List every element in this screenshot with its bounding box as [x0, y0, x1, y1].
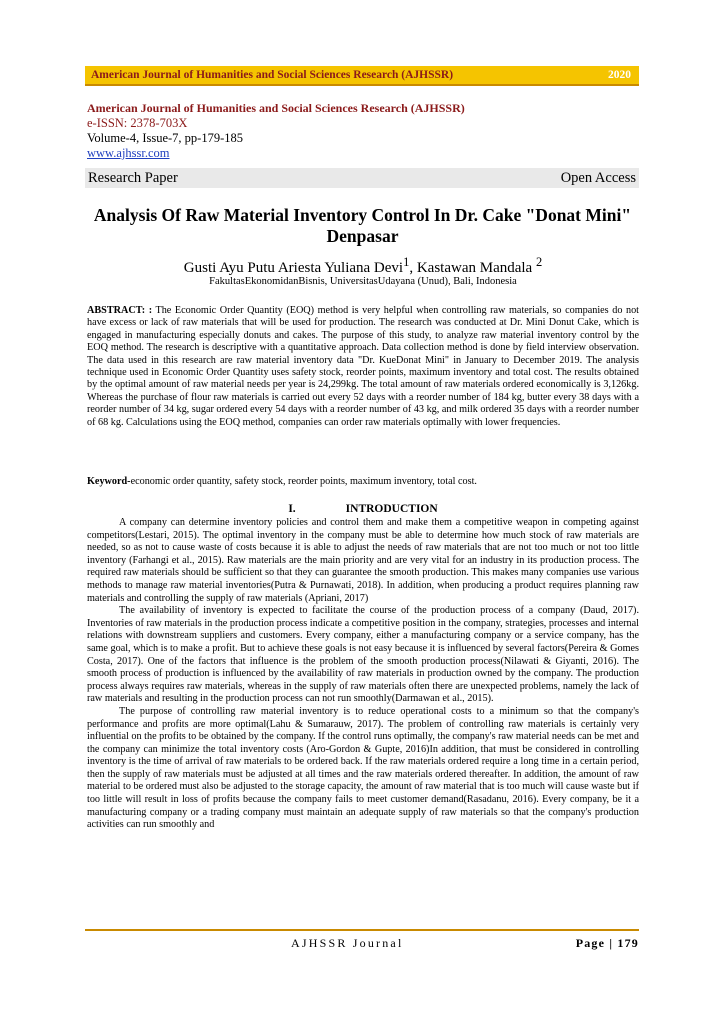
section-heading	[87, 503, 639, 515]
journal-volume: Volume-4, Issue-7, pp-179-185	[87, 131, 243, 145]
keywords-label: Keyword-	[87, 476, 131, 487]
author-affiliation: FakultasEkonomidanBisnis, UniversitasUdayana (Unud), Bali, Indonesia	[209, 276, 517, 287]
journal-issn: e-ISSN: 2378-703X	[87, 116, 188, 130]
page-footer	[85, 936, 639, 951]
body-text	[87, 517, 639, 832]
header-journal-title: American Journal of Humanities and Social Sciences Research (AJHSSR)	[91, 69, 454, 81]
author-name: Kastawan Mandala	[416, 260, 536, 276]
abstract	[87, 305, 639, 429]
abstract-text: The Economic Order Quantity (EOQ) method is very helpful when controlling raw materials, so companies do not have excess or lack of raw materials that will be used for production. The research was conducted at Dr. Mini Donut Cake, which is engaged in manufacturing especially donuts and cakes. The purpose of this study, to analyze raw material inventory control by the EOQ method. The research is descriptive with a quantitative approach. Data collection method is done by field interview observation. The data used in this research are raw material inventory data "Dr. KueDonat Mini" in January to December 2019. The analysis technique used in Economic Order Quantity uses safety stock, reorder points, maximum inventory and total cost. The results obtained by the optimal amount of raw material needs per year is 24,299kg. The total amount of raw materials ordered economically is 3,126kg. Whereas the purchase of flour raw materials is carried out every 52 days with a reorder number of 184 kg, butter every 38 days with a reorder number of 34 kg, sugar ordered every 54 days with a reorder number of 43 kg, and milk ordered 35 days with a reorder number of 68 kg. Calculations using the EOQ method, companies can order raw materials optimally with lower frequencies.	[87, 305, 640, 428]
header-year: 2020	[608, 69, 631, 81]
section-number: I.	[288, 503, 296, 515]
author-name: Gusti Ayu Putu Ariesta Yuliana Devi	[183, 260, 404, 276]
paper-title: Analysis Of Raw Material Inventory Control In Dr. Cake "Donat Mini" Denpasar	[93, 205, 632, 246]
journal-name: American Journal of Humanities and Social Sciences Research (AJHSSR)	[87, 101, 465, 115]
paper-type-label: Research Paper	[88, 169, 178, 186]
paragraph: A company can determine inventory policies and control them and make them a competitive weapon in competing against competitors(Lestari, 2015). The optimal inventory in the company must be able to determine how much stock of raw materials are needed, so as not to cause waste of costs because it is able to adjust the needs of raw materials that are not too much or not too little inventory (Farhangi et al., 2015). Raw materials are the main priority and are very vital for an industry in its production process. The required raw materials should be sufficient so that they can guarantee the smooth production. This makes many companies use various methods to manage raw material inventories(Putra & Purnawati, 2018). In addition, when producing a product requires planning raw materials and controlling the supply of raw materials (Apriani, 2017)	[87, 517, 639, 604]
keywords-text: economic order quantity, safety stock, reorder points, maximum inventory, total cost.	[130, 476, 477, 487]
author-affiliation-mark: 2	[535, 255, 543, 269]
author-separator: ,	[409, 260, 417, 276]
access-type-label: Open Access	[560, 169, 636, 186]
author-list	[87, 255, 639, 277]
author-affiliation-mark: 1	[403, 255, 410, 269]
paragraph: The availability of inventory is expected to facilitate the course of the production process of a company (Daud, 2017). Inventories of raw materials in the production process indicate a competitive position in the company, strategies, processes and internal relations with downstream suppliers and customers. Every company, either a manufacturing company or a service company, has the same goal, which is to make a profit. But to achieve these goals is not easy because it is influenced by several factors(Pereira & Gomes Costa, 2017). One of the factors that influence is the problem of the smooth production process(Nilawati & Giyanti, 2016). The smooth process of production is influenced by the availability of raw materials in production owned by the company. The production process always requires raw materials, whereas in the supply of raw materials often there are unexpected problems, namely the lack of raw materials and resulting in the production process can not run smoothly(Darmawan et al., 2015).	[87, 605, 639, 705]
paper-type-bar	[85, 168, 639, 188]
journal-website-link[interactable]: www.ajhssr.com	[87, 146, 170, 160]
journal-info	[87, 101, 639, 161]
footer-page-number: Page | 179	[575, 936, 639, 950]
abstract-label: ABSTRACT: :	[87, 305, 153, 316]
paragraph: The purpose of controlling raw material inventory is to reduce operational costs to a minimum so that the company's performance and profits are more optimal(Lahu & Sumarauw, 2017). The problem of controlling raw materials is certainly very influential on the profits to be obtained by the company. If the control runs optimally, the company's raw material needs can be met and the company can minimize the total inventory costs (Aro-Gordon & Gupte, 2016)In addition, that must be considered in controlling inventory is the time of arrival of raw materials to be ordered back. If the raw materials ordered require a long time in a certain period, then the supply of raw materials must be adjusted at all times and the raw materials ordered thereafter. In addition, the amount of raw material to be ordered must also be adjusted to the storage capacity, the amount of raw material that is too much will cause waste but if too little will result in loss of profits because the company fails to meet customer demand(Rasadanu, 2016). Every company, be it a manufacturing company or a trading company must maintain an adequate supply of raw materials so that the company's production activities can run smoothly and	[87, 705, 639, 831]
footer-journal-name: AJHSSR Journal	[291, 936, 404, 950]
footer-divider	[85, 929, 639, 931]
keywords	[87, 476, 639, 488]
section-title: INTRODUCTION	[345, 503, 438, 515]
journal-header-bar	[85, 66, 639, 86]
